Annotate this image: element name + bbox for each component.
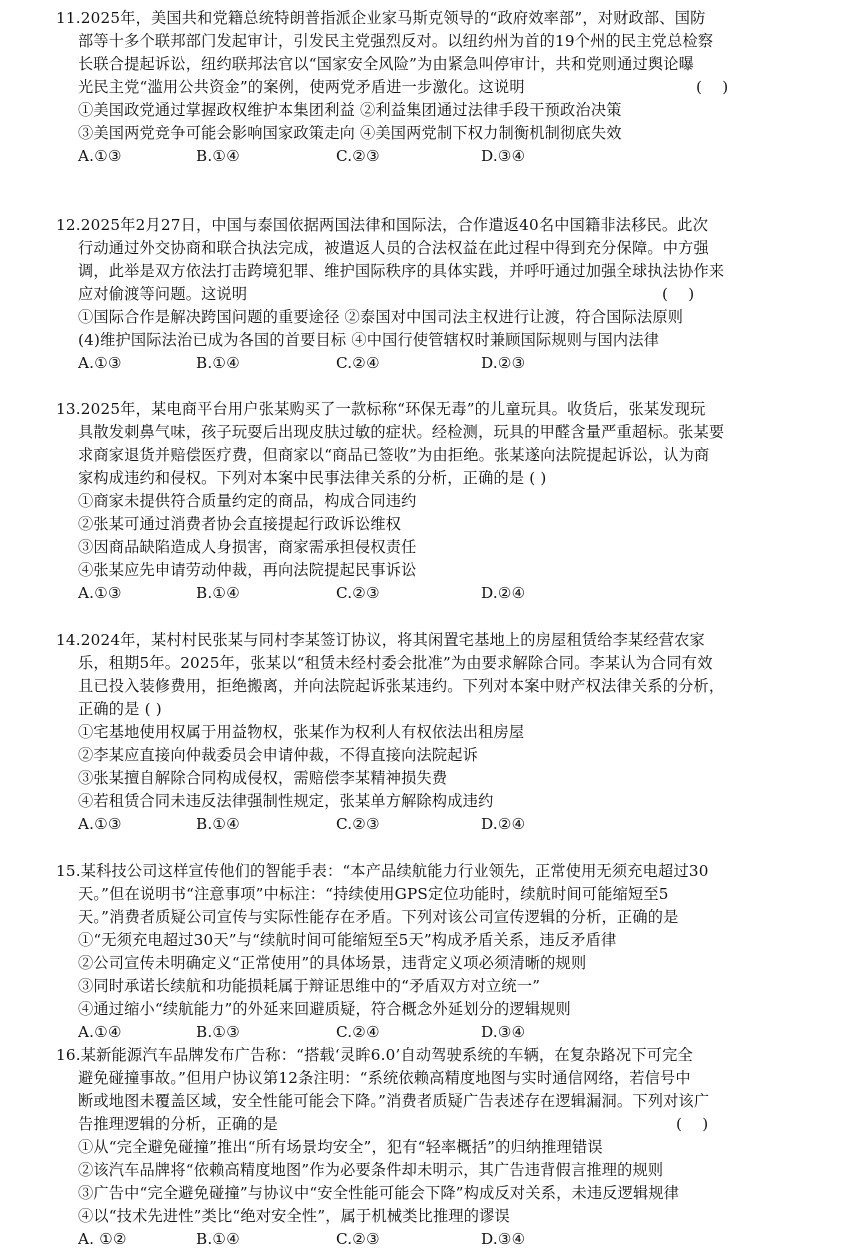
option-a[interactable]: A.①③ — [78, 354, 122, 372]
question-stem-line — [56, 76, 816, 99]
option-a[interactable]: A.①③ — [78, 815, 122, 833]
option-b[interactable]: B.①④ — [196, 147, 241, 165]
answer-options — [56, 352, 816, 375]
option-c[interactable]: C.②③ — [336, 147, 380, 165]
answer-options — [56, 813, 816, 836]
question-stem-line: 断或地图未覆盖区域，安全性能可能会下降。”消费者质疑广告表述存在逻辑漏洞。下列对该广 — [78, 1092, 710, 1110]
question-stem-line: 12.2025年2月27日，中国与泰国依据两国法律和国际法，合作遣返40名中国籍非法移民。此次 — [56, 216, 709, 234]
question-stem-line: 11.2025年，美国共和党籍总统特朗普指派企业家马斯克领导的“政府效率部”，对财政部、国防 — [56, 9, 706, 27]
statement: ③美国两党竞争可能会影响国家政策走向 ④美国两党制下权力制衡机制彻底失效 — [78, 124, 622, 142]
question-16 — [56, 1044, 816, 1251]
question-stem-line: 16.某新能源汽车品牌发布广告称：“搭载‘灵眸6.0’自动驾驶系统的车辆，在复杂路况下可完全 — [56, 1046, 693, 1064]
answer-parentheses: ( ) — [696, 78, 729, 96]
option-a[interactable]: A.①④ — [78, 1023, 122, 1041]
question-stem-line: 行动通过外交协商和联合执法完成，被遣返人员的合法权益在此过程中得到充分保障。中方强 — [78, 239, 709, 257]
statement: (4)维护国际法治已成为各国的首要目标 ④中国行使管辖权时兼顾国际规则与国内法律 — [78, 331, 660, 349]
answer-options — [56, 582, 816, 605]
question-stem-line: 天。”消费者质疑公司宣传与实际性能存在矛盾。下列对该公司宣传逻辑的分析，正确的是 — [78, 908, 679, 926]
option-c[interactable]: C.②③ — [336, 1230, 380, 1248]
question-stem-line: 15.某科技公司这样宣传他们的智能手表：“本产品续航能力行业领先，正常使用无须充电超过30 — [56, 862, 709, 880]
statement: ④以“技术先进性”类比“绝对安全性”，属于机械类比推理的谬误 — [78, 1207, 510, 1225]
statement: ①国际合作是解决跨国问题的重要途径 ②泰国对中国司法主权进行让渡，符合国际法原则 — [78, 308, 684, 326]
question-stem-line: 14.2024年，某村村民张某与同村李某签订协议，将其闲置宅基地上的房屋租赁给李某经营农家 — [56, 631, 705, 649]
statement: ①美国政党通过掌握政权维护本集团利益 ②利益集团通过法律手段干预政治决策 — [78, 101, 622, 119]
question-stem-text: 应对偷渡等问题。这说明 — [78, 285, 248, 303]
answer-parentheses: ( ) — [676, 1115, 709, 1133]
option-b[interactable]: B.①④ — [196, 354, 241, 372]
option-d[interactable]: D.③④ — [481, 1023, 526, 1041]
statement: ①“无须充电超过30天”与“续航时间可能缩短至5天”构成矛盾关系，违反矛盾律 — [78, 931, 617, 949]
question-stem-line: 乐，租期5年。2025年，张某以“租赁未经村委会批准”为由要求解除合同。李某认为合同有效 — [78, 654, 713, 672]
statement: ③广告中“完全避免碰撞”与协议中“安全性能可能会下降”构成反对关系，未违反逻辑规律 — [78, 1184, 680, 1202]
question-13 — [56, 398, 816, 605]
statement: ①宅基地使用权属于用益物权，张某作为权利人有权依法出租房屋 — [78, 723, 525, 741]
question-11 — [56, 7, 816, 168]
question-stem-line: 求商家退货并赔偿医疗费，但商家以“商品已签收”为由拒绝。张某遂向法院提起诉讼，认为商 — [78, 446, 710, 464]
answer-options — [56, 145, 816, 168]
option-b[interactable]: B.①③ — [196, 1023, 241, 1041]
answer-parentheses: ( ) — [662, 285, 695, 303]
question-stem-line: 家构成违约和侵权。下列对本案中民事法律关系的分析，正确的是 ( ) — [78, 469, 547, 487]
option-a[interactable]: A. ①② — [78, 1230, 127, 1248]
question-stem-line: 正确的是 ( ) — [78, 700, 162, 718]
question-14 — [56, 629, 816, 836]
question-stem-text: 光民主党“滥用公共资金”的案例，使两党矛盾进一步激化。这说明 — [78, 78, 525, 96]
statement: ③同时承诺长续航和功能损耗属于辩证思维中的“矛盾双方对立统一” — [78, 977, 541, 995]
question-stem-line: 部等十多个联邦部门发起审计，引发民主党强烈反对。以纽约州为首的19个州的民主党总检察 — [78, 32, 714, 50]
question-stem-line: 调，此举是双方依法打击跨境犯罪、维护国际秩序的具体实践，并呼吁通过加强全球执法协作来 — [78, 262, 725, 280]
option-d[interactable]: D.③④ — [481, 1230, 526, 1248]
question-stem-line: 具散发刺鼻气味，孩子玩耍后出现皮肤过敏的症状。经检测，玩具的甲醛含量严重超标。张某要 — [78, 423, 725, 441]
option-d[interactable]: D.②④ — [481, 815, 526, 833]
answer-options — [56, 1021, 816, 1044]
statement: ③张某擅自解除合同构成侵权，需赔偿李某精神损失费 — [78, 769, 448, 787]
question-stem-line: 13.2025年，某电商平台用户张某购买了一款标称“环保无毒”的儿童玩具。收货后，张某发现玩 — [56, 400, 706, 418]
statement: ④通过缩小“续航能力”的外延来回避质疑，符合概念外延划分的逻辑规则 — [78, 1000, 571, 1018]
statement: ①从“完全避免碰撞”推出“所有场景均安全”，犯有“轻率概括”的归纳推理错误 — [78, 1138, 603, 1156]
question-stem-line — [56, 283, 816, 306]
option-b[interactable]: B.①④ — [196, 1230, 241, 1248]
option-c[interactable]: C.②④ — [336, 354, 380, 372]
option-d[interactable]: D.②③ — [481, 354, 526, 372]
statement: ②张某可通过消费者协会直接提起行政诉讼维权 — [78, 515, 402, 533]
question-stem-line: 天。”但在说明书“注意事项”中标注：“持续使用GPS定位功能时，续航时间可能缩短至5 — [78, 885, 669, 903]
question-stem-text: 告推理逻辑的分析，正确的是 — [78, 1115, 279, 1133]
option-c[interactable]: C.②③ — [336, 584, 380, 602]
statement: ④张某应先申请劳动仲裁，再向法院提起民事诉讼 — [78, 561, 417, 579]
option-d[interactable]: D.②④ — [481, 584, 526, 602]
option-c[interactable]: C.②③ — [336, 815, 380, 833]
answer-options — [56, 1228, 816, 1251]
option-a[interactable]: A.①③ — [78, 584, 122, 602]
statement: ④若租赁合同未违反法律强制性规定，张某单方解除构成违约 — [78, 792, 494, 810]
statement: ①商家未提供符合质量约定的商品，构成合同违约 — [78, 492, 417, 510]
statement: ②李某应直接向仲裁委员会申请仲裁，不得直接向法院起诉 — [78, 746, 479, 764]
question-15 — [56, 860, 816, 1044]
question-12 — [56, 214, 816, 375]
question-stem-line: 避免碰撞事故。”但用户协议第12条注明：“系统依赖高精度地图与实时通信网络，若信号中 — [78, 1069, 691, 1087]
option-d[interactable]: D.③④ — [481, 147, 526, 165]
question-stem-line — [56, 1113, 816, 1136]
option-b[interactable]: B.①④ — [196, 815, 241, 833]
statement: ②该汽车品牌将“依赖高精度地图”作为必要条件却未明示，其广告违背假言推理的规则 — [78, 1161, 664, 1179]
statement: ②公司宣传未明确定义“正常使用”的具体场景，违背定义项必须清晰的规则 — [78, 954, 587, 972]
option-b[interactable]: B.①④ — [196, 584, 241, 602]
question-stem-line: 且已投入装修费用，拒绝搬离，并向法院起诉张某违约。下列对本案中财产权法律关系的分析， — [78, 677, 725, 695]
question-stem-line: 长联合提起诉讼，纽约联邦法官以“国家安全风险”为由紧急叫停审计，共和党则通过舆论曝 — [78, 55, 695, 73]
option-c[interactable]: C.②④ — [336, 1023, 380, 1041]
option-a[interactable]: A.①③ — [78, 147, 122, 165]
statement: ③因商品缺陷造成人身损害，商家需承担侵权责任 — [78, 538, 417, 556]
